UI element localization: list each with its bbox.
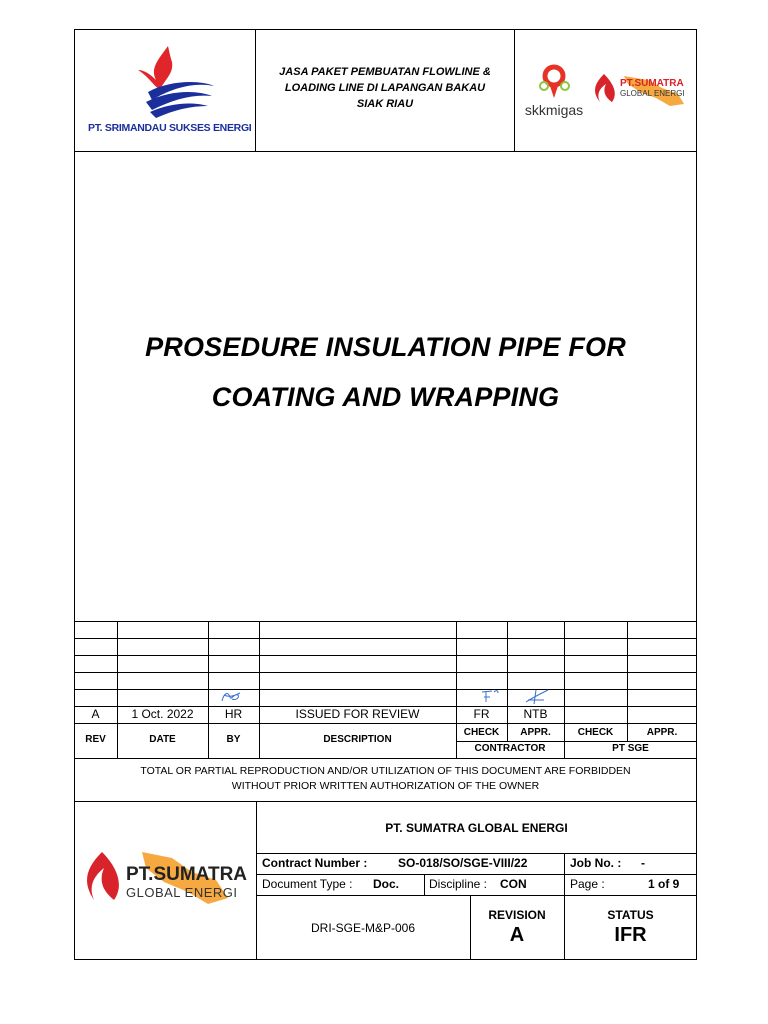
sge-logo-header xyxy=(590,70,695,110)
status-label: STATUS xyxy=(607,908,654,922)
document-number: DRI-SGE-M&P-006 xyxy=(310,921,416,935)
notice-line-2: WITHOUT PRIOR WRITTEN AUTHORIZATION OF THE OWNER xyxy=(231,780,540,792)
skkmigas-logo xyxy=(518,64,590,124)
sge-footer-line-1: PT.SUMATRA xyxy=(126,864,248,885)
project-title-line-1: JASA PAKET PEMBUATAN FLOWLINE & xyxy=(279,66,491,78)
col-header-description: DESCRIPTION xyxy=(323,734,392,745)
discipline-value: CON xyxy=(500,877,527,891)
col-header-appr-owner: APPR. xyxy=(646,727,678,738)
col-header-by: BY xyxy=(226,734,241,745)
sge-logo-line-2: GLOBAL ENERGI xyxy=(620,89,685,98)
contract-number-label: Contract Number : xyxy=(262,856,368,870)
signature-by-icon xyxy=(218,689,244,705)
page-label: Page : xyxy=(570,877,605,891)
reproduction-notice xyxy=(74,764,697,794)
srimandau-logo-text: PT. SRIMANDAU SUKSES ENERGI xyxy=(88,122,252,134)
header-vline-2 xyxy=(514,29,515,151)
contract-number-value: SO-018/SO/SGE-VIII/22 xyxy=(398,856,528,870)
sge-logo-line-1: PT.SUMATRA xyxy=(620,78,684,89)
document-type-value: Doc. xyxy=(373,877,400,891)
status-value: IFR xyxy=(614,924,647,946)
footer-company-name: PT. SUMATRA GLOBAL ENERGI xyxy=(385,821,568,835)
project-title-line-2: LOADING LINE DI LAPANGAN BAKAU xyxy=(284,82,486,94)
rev-a-check: FR xyxy=(473,707,490,721)
rev-a-rev: A xyxy=(91,707,100,721)
project-title xyxy=(256,64,514,112)
discipline-label: Discipline : xyxy=(429,877,488,891)
signature-appr-icon xyxy=(522,688,552,706)
page-value: 1 of 9 xyxy=(648,877,680,891)
sge-logo-footer xyxy=(80,848,250,908)
revision-label: REVISION xyxy=(488,908,546,922)
skkmigas-logo-text: skkmigas xyxy=(524,102,584,118)
signature-check-icon xyxy=(478,688,502,704)
job-number-value: - xyxy=(641,856,645,870)
rev-a-description: ISSUED FOR REVIEW xyxy=(295,707,420,721)
notice-line-1: TOTAL OR PARTIAL REPRODUCTION AND/OR UTILIZATION OF THIS DOCUMENT ARE FORBIDDEN xyxy=(140,765,631,777)
document-title-line-1: PROSEDURE INSULATION PIPE FOR xyxy=(145,332,626,362)
project-title-line-3: SIAK RIAU xyxy=(356,98,414,110)
col-header-check-owner: CHECK xyxy=(577,727,614,738)
document-title xyxy=(74,327,697,417)
sge-footer-flame-icon xyxy=(80,850,124,904)
srimandau-logo xyxy=(90,40,250,140)
rev-a-by: HR xyxy=(224,707,243,721)
revision-value: A xyxy=(509,924,525,946)
rev-a-appr: NTB xyxy=(523,707,548,721)
col-header-rev: REV xyxy=(85,734,106,745)
document-title-line-2: COATING AND WRAPPING xyxy=(211,382,560,412)
col-header-date: DATE xyxy=(149,734,176,745)
document-type-label: Document Type : xyxy=(262,877,353,891)
sge-footer-line-2: GLOBAL ENERGI xyxy=(126,885,238,900)
col-header-check: CHECK xyxy=(463,727,500,738)
sge-flame-icon xyxy=(590,72,620,106)
col-header-contractor: CONTRACTOR xyxy=(474,743,546,754)
header-divider xyxy=(74,151,697,152)
col-header-owner: PT SGE xyxy=(612,743,649,754)
col-header-appr: APPR. xyxy=(520,727,551,738)
rev-a-date: 1 Oct. 2022 xyxy=(131,707,194,721)
job-number-label: Job No. : xyxy=(570,856,622,870)
skkmigas-pin-icon xyxy=(518,64,590,104)
